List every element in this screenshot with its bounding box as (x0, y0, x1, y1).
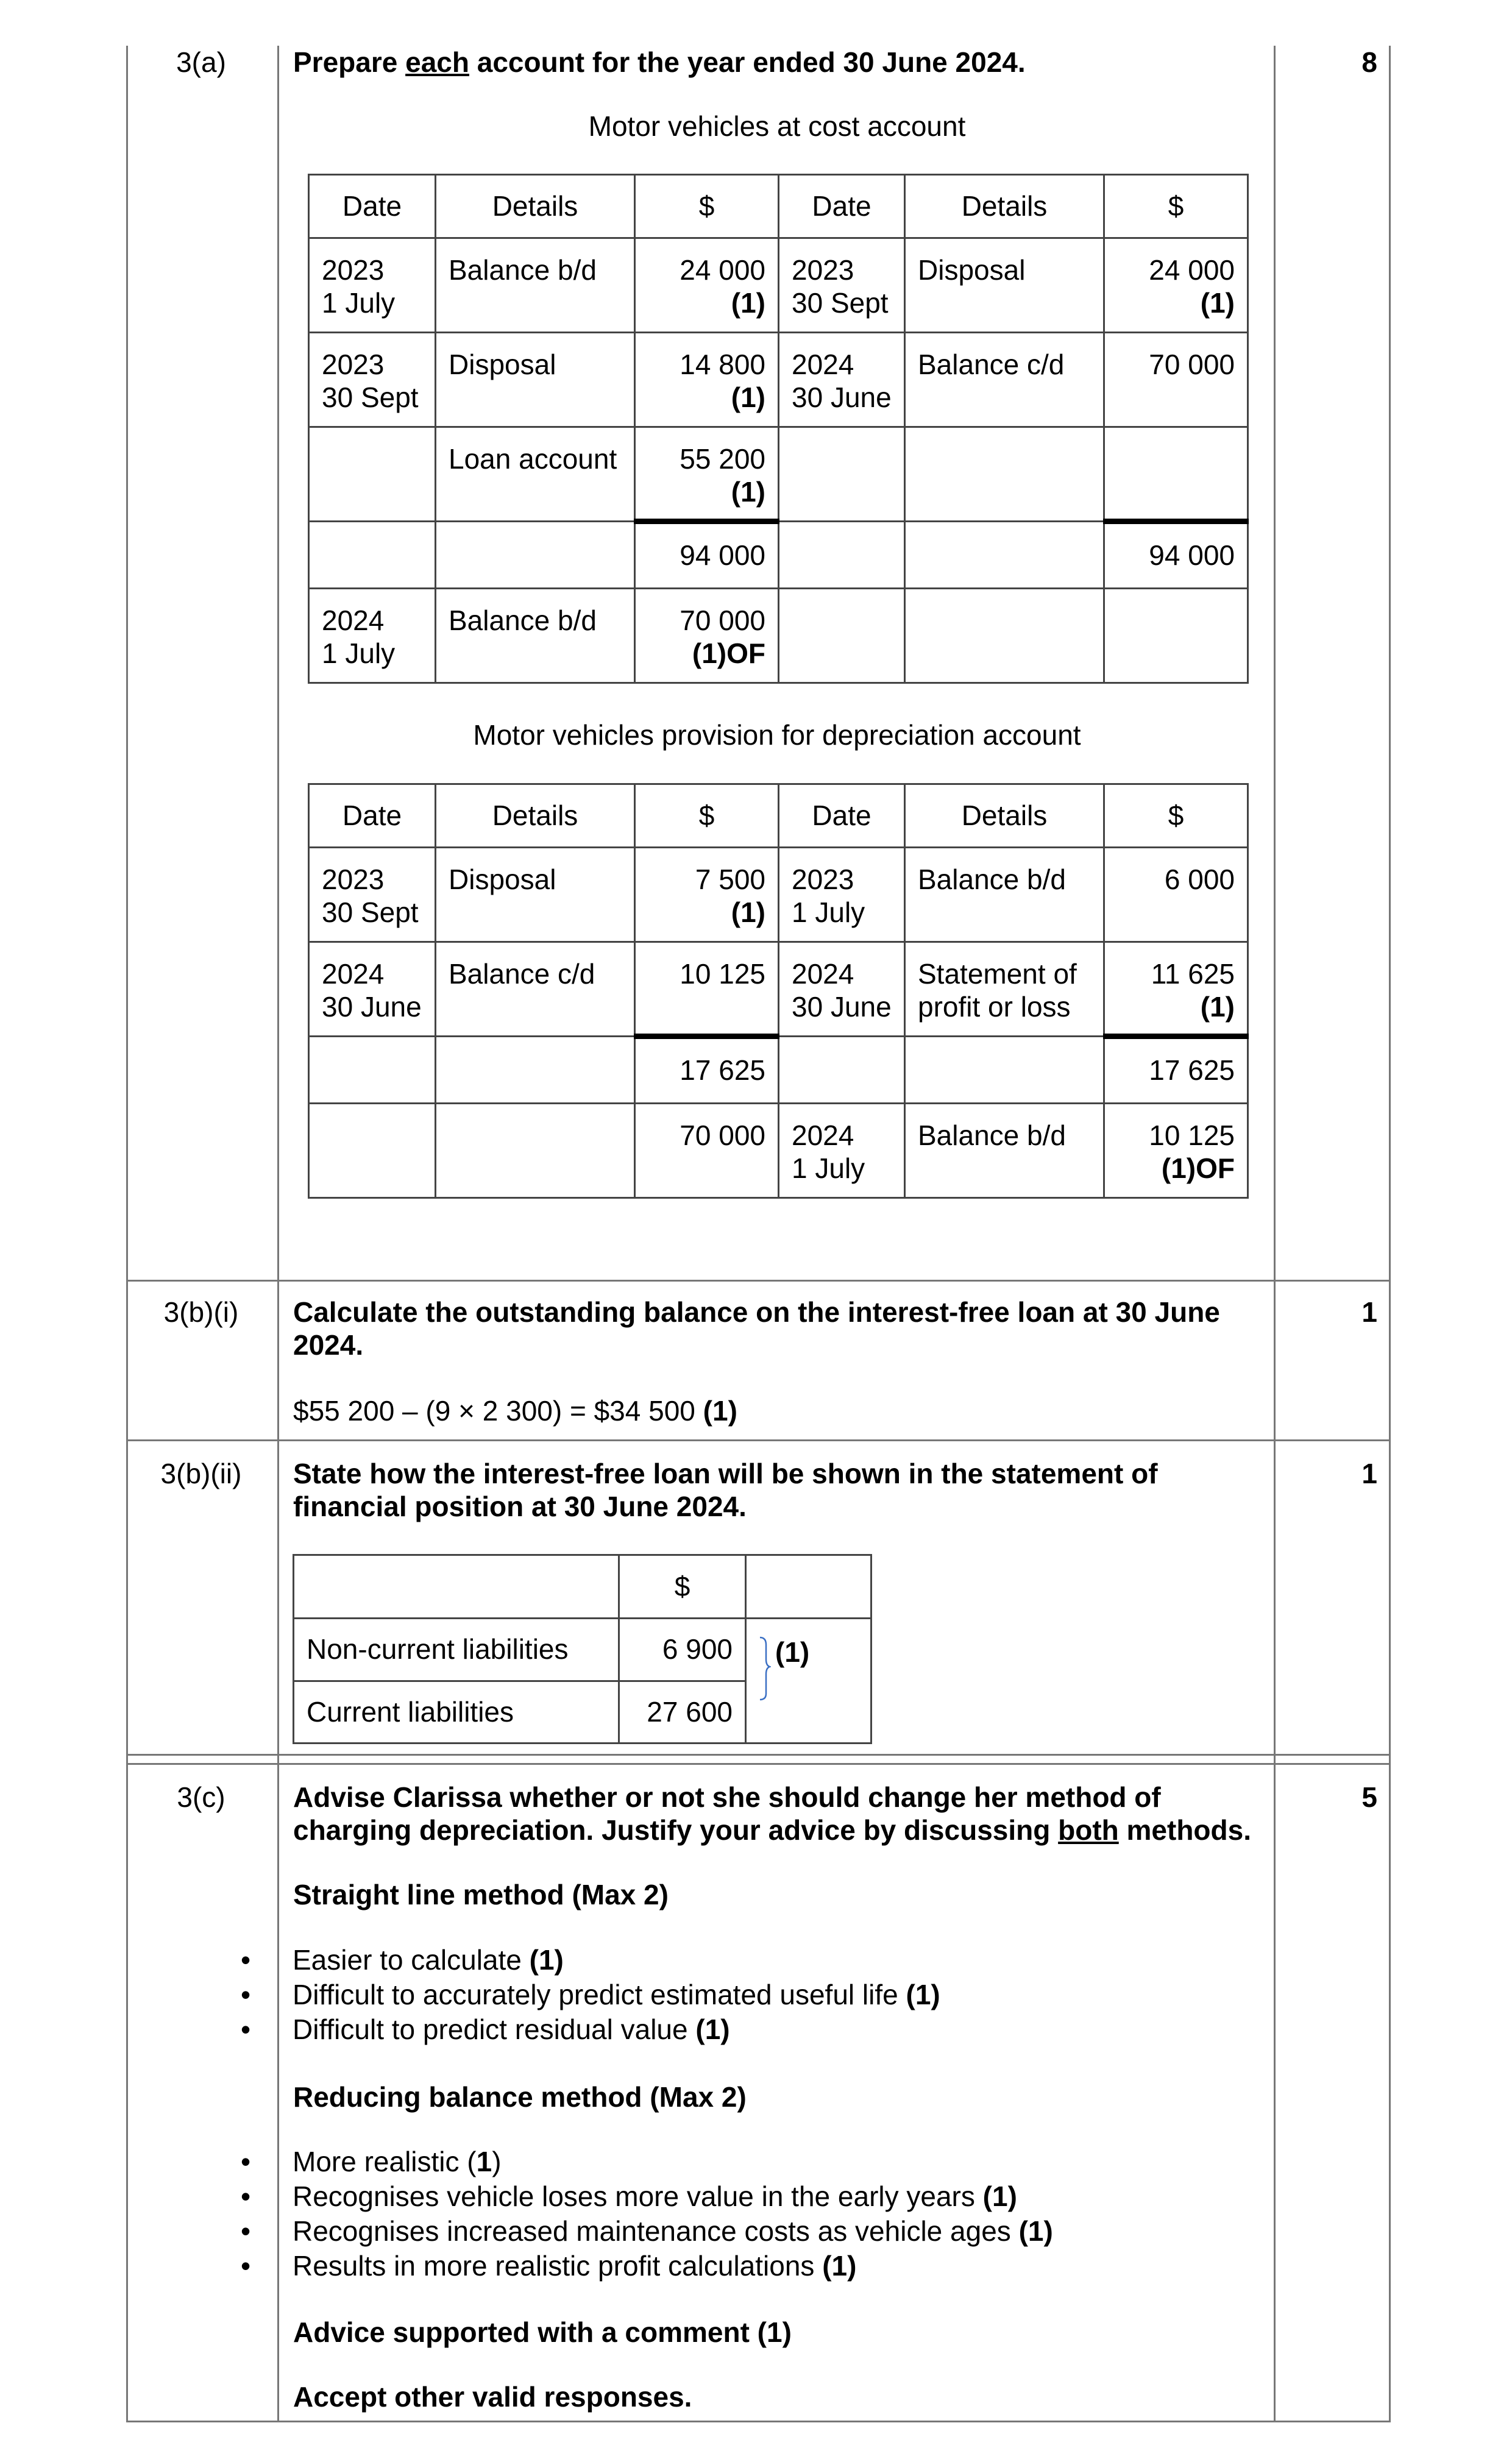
loan-liabilities-table (293, 1554, 872, 1744)
cell-line: (1) (731, 475, 765, 508)
cell-line: 30 Sept (322, 896, 419, 928)
bullet-text: Difficult to accurately predict estimated useful life (293, 1979, 906, 2010)
cell-line: 30 June (322, 990, 422, 1023)
question-3a-post: account for the year ended 30 June 2024. (469, 46, 1026, 78)
cell-line: (1) (1200, 286, 1235, 319)
bullet-mark: (1) (982, 2180, 1017, 2212)
dep-header-3: Date (779, 784, 905, 848)
cost-cell-2-4 (905, 427, 1104, 522)
cell-line: Statement of (918, 958, 1077, 990)
cost-header-2: $ (635, 175, 779, 238)
liabilities-header-blank (294, 1555, 619, 1619)
cost-cell-3-0 (309, 522, 436, 589)
cell-line: 2024 (792, 1119, 854, 1151)
cost-cell-1-1 (436, 333, 635, 427)
cost-cell-3-4 (905, 522, 1104, 589)
dep-cell-0-1 (436, 848, 635, 942)
cell-line: (1) (731, 896, 765, 928)
reducing-balance-point-0 (293, 2146, 1053, 2180)
cell-line: 2023 (792, 864, 854, 895)
bullet-suffix: ) (492, 2146, 502, 2177)
cell-line: 70 000 (680, 605, 765, 636)
question-3c-line2 (293, 1814, 1251, 1847)
row-divider-3a (126, 1280, 1391, 1282)
table-row (309, 238, 1248, 333)
liabilities-label-noncurrent: Non-current liabilities (294, 1619, 619, 1681)
cell-line: 2023 (322, 254, 385, 286)
question-number-3bii: 3(b)(ii) (160, 1458, 242, 1489)
bullet-mark: (1) (822, 2250, 857, 2282)
cost-cell-4-4 (905, 589, 1104, 683)
cost-header-3: Date (779, 175, 905, 238)
cell-line: 17 625 (680, 1054, 765, 1086)
liabilities-value-current: 27 600 (619, 1681, 746, 1744)
table-row (309, 942, 1248, 1037)
straight-line-point-1 (293, 1979, 940, 2013)
bullet-mark: (1) (695, 2013, 730, 2045)
question-3a-text (293, 46, 1026, 79)
table-row (309, 848, 1248, 942)
cell-line: 30 Sept (322, 381, 419, 413)
dep-header-4: Details (905, 784, 1104, 848)
cost-cell-0-2 (635, 238, 779, 333)
cell-line: 1 July (792, 896, 865, 928)
bullet-text: Results in more realistic profit calculations (293, 2250, 823, 2282)
bullet-mark: (1) (529, 1944, 564, 1976)
cell-line: profit or loss (918, 990, 1071, 1023)
cell-line: (1) (731, 286, 765, 319)
cell-line: 2024 (792, 958, 854, 990)
cost-cell-4-3 (779, 589, 905, 683)
dep-cell-2-4 (905, 1037, 1104, 1104)
cell-line: 7 500 (695, 864, 765, 895)
cost-cell-0-0 (309, 238, 436, 333)
bullet-mark: (1) (906, 1979, 940, 2010)
table-row (309, 522, 1248, 589)
cell-line: Disposal (449, 864, 556, 895)
cost-cell-4-5 (1104, 589, 1248, 683)
table-left-border (126, 46, 128, 2422)
marks-column-divider (1274, 46, 1276, 2422)
reducing-balance-points (293, 2146, 1053, 2285)
cost-cell-3-5 (1104, 522, 1248, 589)
question-number-3bi: 3(b)(i) (163, 1296, 239, 1328)
cell-line: 30 June (792, 990, 892, 1023)
dep-cell-0-3 (779, 848, 905, 942)
dep-cell-2-1 (436, 1037, 635, 1104)
dep-cell-3-0 (309, 1104, 436, 1198)
dep-header-5: $ (1104, 784, 1248, 848)
cell-line: 1 July (792, 1152, 865, 1184)
question-number-3a: 3(a) (176, 46, 226, 78)
bullet-text: More realistic ( (293, 2146, 477, 2177)
cost-cell-0-4 (905, 238, 1104, 333)
dep-cell-0-0 (309, 848, 436, 942)
table-row (309, 589, 1248, 683)
cost-cell-1-0 (309, 333, 436, 427)
brace-icon (759, 1636, 771, 1702)
reducing-balance-heading: Reducing balance method (Max 2) (293, 2081, 747, 2113)
straight-line-heading: Straight line method (Max 2) (293, 1879, 669, 1910)
liabilities-header-dollar: $ (619, 1555, 746, 1619)
liabilities-bracket-mark: (1) (775, 1636, 810, 1668)
cell-line: 70 000 (680, 1119, 765, 1151)
dep-cell-1-2 (635, 942, 779, 1037)
depreciation-account-table (308, 783, 1249, 1199)
cell-line: Balance b/d (918, 1119, 1066, 1151)
bullet-text: Easier to calculate (293, 1944, 530, 1976)
cell-line: 70 000 (1149, 349, 1235, 380)
liabilities-value-noncurrent: 6 900 (619, 1619, 746, 1681)
cost-cell-2-1 (436, 427, 635, 522)
depreciation-account-title: Motor vehicles provision for depreciation account (473, 719, 1081, 751)
cell-line: 94 000 (680, 539, 765, 571)
row-divider-3bii-b (126, 1763, 1391, 1765)
answer-3bi-mark: (1) (703, 1395, 737, 1427)
cell-line: 14 800 (680, 349, 765, 380)
cost-account-title: Motor vehicles at cost account (588, 110, 966, 142)
cell-line: 2023 (792, 254, 854, 286)
question-3c-line2-emph: both (1058, 1814, 1119, 1846)
cell-line: Disposal (918, 254, 1026, 286)
cost-cell-3-2 (635, 522, 779, 589)
question-3bii-line2: financial position at 30 June 2024. (293, 1491, 747, 1522)
table-bottom-border (126, 2421, 1391, 2422)
cell-line: (1) (1200, 990, 1235, 1023)
dep-header-0: Date (309, 784, 436, 848)
cost-cell-2-0 (309, 427, 436, 522)
cell-line: Balance b/d (449, 254, 597, 286)
cost-cell-2-2 (635, 427, 779, 522)
cell-line: 30 June (792, 381, 892, 413)
dep-header-2: $ (635, 784, 779, 848)
table-row (309, 333, 1248, 427)
question-number-3c: 3(c) (177, 1781, 225, 1813)
cost-header-5: $ (1104, 175, 1248, 238)
cell-line: 6 000 (1164, 864, 1235, 895)
cell-line: (1) (731, 381, 765, 413)
cell-line: 94 000 (1149, 539, 1235, 571)
table-row (309, 1104, 1248, 1198)
liabilities-label-current: Current liabilities (294, 1681, 619, 1744)
cell-line: 10 125 (680, 958, 765, 990)
cell-line: 24 000 (680, 254, 765, 286)
reducing-balance-point-1 (293, 2180, 1053, 2215)
cell-line: 17 625 (1149, 1054, 1235, 1086)
cost-cell-3-3 (779, 522, 905, 589)
cost-header-4: Details (905, 175, 1104, 238)
cost-cell-2-5 (1104, 427, 1248, 522)
reducing-balance-point-3 (293, 2250, 1053, 2285)
row-divider-3bii-a (126, 1754, 1391, 1756)
question-3a-emph: each (405, 46, 469, 78)
cost-cell-0-5 (1104, 238, 1248, 333)
cell-line: (1)OF (1161, 1152, 1235, 1184)
cell-line: Balance c/d (449, 958, 595, 990)
cost-cell-4-0 (309, 589, 436, 683)
accept-line: Accept other valid responses. (293, 2381, 692, 2413)
dep-cell-1-4 (905, 942, 1104, 1037)
straight-line-points (293, 1944, 940, 2048)
bullet-text: Recognises vehicle loses more value in the early years (293, 2180, 983, 2212)
cost-cell-1-3 (779, 333, 905, 427)
cell-line: 55 200 (680, 443, 765, 475)
dep-cell-3-2 (635, 1104, 779, 1198)
marks-3bi: 1 (1361, 1296, 1377, 1328)
marks-3c: 5 (1361, 1781, 1377, 1813)
cell-line: Balance b/d (449, 605, 597, 636)
cell-line: 2024 (322, 958, 385, 990)
cell-line: (1)OF (692, 637, 765, 669)
question-3a-pre: Prepare (293, 46, 406, 78)
question-3c-line1: Advise Clarissa whether or not she should change her method of (293, 1781, 1161, 1813)
dep-cell-3-5 (1104, 1104, 1248, 1198)
dep-cell-0-5 (1104, 848, 1248, 942)
cell-line: 2024 (792, 349, 854, 380)
cell-line: 2023 (322, 349, 385, 380)
bullet-mark: (1) (1018, 2215, 1053, 2247)
cell-line: Balance b/d (918, 864, 1066, 895)
bullet-text: Recognises increased maintenance costs as vehicle ages (293, 2215, 1019, 2247)
marks-3a: 8 (1361, 46, 1377, 78)
cost-cell-0-3 (779, 238, 905, 333)
cost-account-table (308, 174, 1249, 684)
straight-line-point-2 (293, 2013, 940, 2048)
reducing-balance-point-2 (293, 2215, 1053, 2250)
liabilities-header-mark (746, 1555, 871, 1619)
row-divider-3bi (126, 1439, 1391, 1441)
bullet-text: Difficult to predict residual value (293, 2013, 696, 2045)
dep-header-1: Details (436, 784, 635, 848)
table-row (309, 427, 1248, 522)
dep-cell-1-5 (1104, 942, 1248, 1037)
table-right-border (1389, 46, 1391, 2422)
answer-3bi-text: $55 200 – (9 × 2 300) = $34 500 (293, 1395, 695, 1427)
dep-cell-0-4 (905, 848, 1104, 942)
dep-cell-3-4 (905, 1104, 1104, 1198)
cost-cell-3-1 (436, 522, 635, 589)
cost-header-1: Details (436, 175, 635, 238)
straight-line-point-0 (293, 1944, 940, 1979)
dep-cell-1-3 (779, 942, 905, 1037)
cost-cell-1-2 (635, 333, 779, 427)
cell-line: 1 July (322, 637, 396, 669)
cost-cell-0-1 (436, 238, 635, 333)
cost-cell-4-2 (635, 589, 779, 683)
dep-cell-0-2 (635, 848, 779, 942)
question-3bi-line2: 2024. (293, 1329, 364, 1361)
cell-line: 2023 (322, 864, 385, 895)
cell-line: Balance c/d (918, 349, 1065, 380)
cell-line: 24 000 (1149, 254, 1235, 286)
marks-3bii: 1 (1361, 1458, 1377, 1489)
cell-line: Loan account (449, 443, 617, 475)
advice-line: Advice supported with a comment (1) (293, 2316, 792, 2348)
dep-cell-2-2 (635, 1037, 779, 1104)
cell-line: Disposal (449, 349, 556, 380)
question-3c-line2-post: methods. (1118, 1814, 1251, 1846)
dep-cell-1-0 (309, 942, 436, 1037)
dep-cell-2-3 (779, 1037, 905, 1104)
dep-cell-1-1 (436, 942, 635, 1037)
cell-line: 2024 (322, 605, 385, 636)
cost-cell-2-3 (779, 427, 905, 522)
dep-cell-2-5 (1104, 1037, 1248, 1104)
cell-line: 10 125 (1149, 1119, 1235, 1151)
cell-line: 30 Sept (792, 286, 889, 319)
cost-cell-1-5 (1104, 333, 1248, 427)
question-3bi-line1: Calculate the outstanding balance on the interest-free loan at 30 June (293, 1296, 1220, 1328)
question-3bii-line1: State how the interest-free loan will be shown in the statement of (293, 1458, 1158, 1489)
question-3c-line2-pre: charging depreciation. Justify your advice by discussing (293, 1814, 1059, 1846)
question-column-divider (277, 46, 279, 2422)
liabilities-mark-cell (746, 1619, 871, 1744)
dep-cell-3-1 (436, 1104, 635, 1198)
cost-header-0: Date (309, 175, 436, 238)
cost-cell-1-4 (905, 333, 1104, 427)
table-row (309, 1037, 1248, 1104)
bullet-mark: 1 (476, 2146, 492, 2177)
cell-line: 11 625 (1151, 958, 1235, 990)
dep-cell-3-3 (779, 1104, 905, 1198)
cell-line: 1 July (322, 286, 396, 319)
cost-cell-4-1 (436, 589, 635, 683)
answer-3bi (293, 1395, 737, 1428)
dep-cell-2-0 (309, 1037, 436, 1104)
